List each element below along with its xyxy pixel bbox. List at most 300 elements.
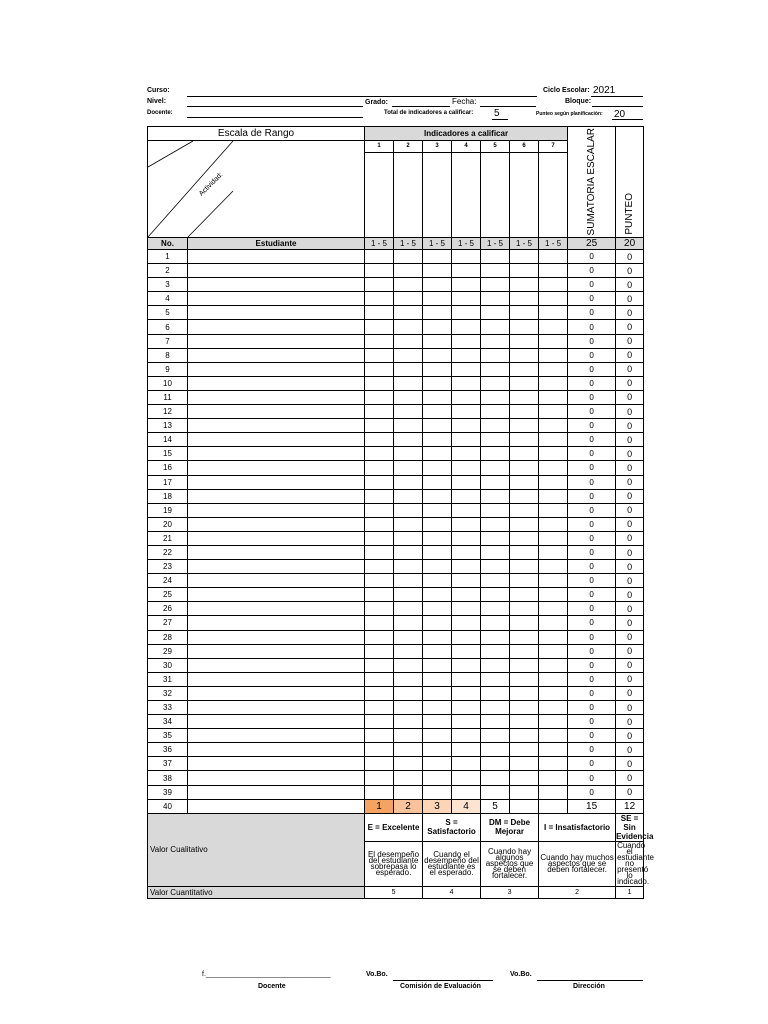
score-cell[interactable] (394, 419, 423, 433)
score-cell[interactable] (481, 701, 510, 715)
score-cell[interactable] (510, 630, 539, 644)
score-cell[interactable] (394, 588, 423, 602)
score-cell[interactable] (481, 278, 510, 292)
score-cell[interactable] (481, 588, 510, 602)
score-cell[interactable] (423, 630, 452, 644)
score-cell[interactable] (365, 729, 394, 743)
fecha-line[interactable] (480, 106, 536, 107)
score-cell[interactable] (452, 644, 481, 658)
score-cell[interactable] (394, 517, 423, 531)
score-cell[interactable] (394, 264, 423, 278)
score-cell[interactable] (481, 447, 510, 461)
score-cell[interactable] (539, 475, 568, 489)
score-cell[interactable] (452, 320, 481, 334)
student-name-cell[interactable] (188, 376, 365, 390)
score-cell[interactable] (423, 433, 452, 447)
student-name-cell[interactable] (188, 278, 365, 292)
score-cell[interactable] (539, 489, 568, 503)
score-cell[interactable] (423, 292, 452, 306)
score-cell[interactable] (394, 785, 423, 799)
score-cell[interactable] (394, 771, 423, 785)
score-cell[interactable] (423, 489, 452, 503)
score-cell[interactable] (539, 320, 568, 334)
score-cell[interactable] (394, 701, 423, 715)
score-cell[interactable] (510, 686, 539, 700)
score-cell[interactable] (423, 545, 452, 559)
score-cell[interactable] (452, 517, 481, 531)
student-name-cell[interactable] (188, 447, 365, 461)
score-cell[interactable] (394, 278, 423, 292)
student-name-cell[interactable] (188, 390, 365, 404)
score-cell[interactable] (365, 433, 394, 447)
score-cell[interactable] (481, 503, 510, 517)
score-cell[interactable] (539, 658, 568, 672)
score-cell[interactable] (510, 644, 539, 658)
score-cell[interactable] (481, 672, 510, 686)
score-cell[interactable] (510, 447, 539, 461)
score-cell[interactable] (394, 503, 423, 517)
student-name-cell[interactable] (188, 701, 365, 715)
score-cell[interactable] (481, 574, 510, 588)
score-cell[interactable] (452, 785, 481, 799)
score-cell[interactable] (510, 672, 539, 686)
student-name-cell[interactable] (188, 531, 365, 545)
student-name-cell[interactable] (188, 264, 365, 278)
score-cell[interactable] (365, 461, 394, 475)
score-cell[interactable] (510, 503, 539, 517)
score-cell[interactable] (423, 419, 452, 433)
score-cell[interactable] (423, 672, 452, 686)
score-cell[interactable] (452, 306, 481, 320)
student-name-cell[interactable] (188, 545, 365, 559)
score-cell[interactable] (481, 644, 510, 658)
score-cell[interactable] (394, 405, 423, 419)
score-cell[interactable] (481, 630, 510, 644)
score-cell[interactable] (394, 390, 423, 404)
score-cell[interactable] (481, 348, 510, 362)
score-cell[interactable] (365, 757, 394, 771)
score-cell[interactable] (394, 475, 423, 489)
score-cell[interactable] (452, 630, 481, 644)
student-name-cell[interactable] (188, 785, 365, 799)
score-cell[interactable] (365, 616, 394, 630)
score-cell[interactable] (452, 574, 481, 588)
score-cell[interactable] (365, 531, 394, 545)
score-cell[interactable] (452, 743, 481, 757)
score-cell[interactable] (510, 376, 539, 390)
vobo-1-line[interactable] (393, 980, 493, 981)
score-cell[interactable] (539, 264, 568, 278)
student-name-cell[interactable] (188, 771, 365, 785)
score-cell[interactable] (539, 376, 568, 390)
score-cell[interactable] (510, 264, 539, 278)
score-cell[interactable] (365, 405, 394, 419)
score-cell[interactable] (423, 560, 452, 574)
score-cell[interactable] (423, 475, 452, 489)
student-name-cell[interactable] (188, 686, 365, 700)
score-cell[interactable] (365, 743, 394, 757)
score-cell[interactable] (452, 686, 481, 700)
score-cell[interactable] (481, 433, 510, 447)
student-name-cell[interactable] (188, 306, 365, 320)
score-cell[interactable] (510, 334, 539, 348)
score-cell[interactable] (452, 348, 481, 362)
score-cell[interactable] (423, 362, 452, 376)
score-cell[interactable] (539, 574, 568, 588)
score-cell[interactable] (510, 574, 539, 588)
score-cell[interactable] (365, 489, 394, 503)
score-cell[interactable] (394, 461, 423, 475)
score-cell[interactable] (452, 461, 481, 475)
score-cell[interactable] (510, 560, 539, 574)
student-name-cell[interactable] (188, 560, 365, 574)
score-cell[interactable] (510, 701, 539, 715)
score-cell[interactable] (394, 250, 423, 264)
score-cell[interactable] (423, 334, 452, 348)
score-cell[interactable] (423, 757, 452, 771)
score-cell[interactable] (539, 672, 568, 686)
score-cell[interactable] (365, 348, 394, 362)
score-cell[interactable] (452, 433, 481, 447)
score-cell[interactable] (423, 785, 452, 799)
score-cell[interactable] (510, 390, 539, 404)
score-cell[interactable] (394, 334, 423, 348)
score-cell[interactable] (365, 517, 394, 531)
score-cell[interactable] (423, 405, 452, 419)
score-cell[interactable] (452, 390, 481, 404)
student-name-cell[interactable] (188, 461, 365, 475)
score-cell[interactable] (452, 278, 481, 292)
score-cell[interactable] (394, 433, 423, 447)
score-cell[interactable] (481, 250, 510, 264)
score-cell[interactable] (423, 531, 452, 545)
score-cell[interactable] (539, 292, 568, 306)
student-name-cell[interactable] (188, 250, 365, 264)
score-cell[interactable] (452, 701, 481, 715)
score-cell[interactable] (481, 362, 510, 376)
score-cell[interactable] (365, 306, 394, 320)
score-cell[interactable] (481, 489, 510, 503)
score-cell[interactable] (481, 376, 510, 390)
score-cell[interactable] (510, 531, 539, 545)
score-cell[interactable] (539, 560, 568, 574)
score-cell[interactable] (510, 362, 539, 376)
score-cell[interactable] (510, 306, 539, 320)
score-cell[interactable] (365, 475, 394, 489)
score-cell[interactable] (423, 743, 452, 757)
score-cell[interactable] (394, 292, 423, 306)
student-name-cell[interactable] (188, 475, 365, 489)
score-cell[interactable] (539, 686, 568, 700)
score-cell[interactable] (423, 390, 452, 404)
score-cell[interactable] (510, 616, 539, 630)
score-cell[interactable] (423, 658, 452, 672)
score-cell[interactable] (423, 574, 452, 588)
score-cell[interactable] (365, 419, 394, 433)
score-cell[interactable] (452, 334, 481, 348)
score-cell[interactable] (539, 461, 568, 475)
score-cell[interactable] (452, 250, 481, 264)
score-cell[interactable] (452, 362, 481, 376)
score-cell[interactable] (539, 757, 568, 771)
score-cell[interactable] (423, 517, 452, 531)
score-cell[interactable] (452, 447, 481, 461)
score-cell[interactable] (539, 729, 568, 743)
score-cell[interactable] (423, 771, 452, 785)
score-cell[interactable] (539, 531, 568, 545)
score-cell[interactable] (365, 545, 394, 559)
score-cell[interactable] (452, 757, 481, 771)
student-name-cell[interactable] (188, 630, 365, 644)
score-cell[interactable] (423, 729, 452, 743)
student-name-cell[interactable] (188, 616, 365, 630)
score-cell[interactable] (394, 757, 423, 771)
score-cell[interactable] (365, 574, 394, 588)
score-cell[interactable] (452, 729, 481, 743)
score-cell[interactable] (365, 644, 394, 658)
score-cell[interactable] (481, 743, 510, 757)
score-cell[interactable] (394, 602, 423, 616)
score-cell[interactable] (481, 686, 510, 700)
score-cell[interactable] (539, 447, 568, 461)
score-cell[interactable] (481, 771, 510, 785)
score-cell[interactable] (423, 644, 452, 658)
score-cell[interactable] (394, 743, 423, 757)
score-cell[interactable] (539, 545, 568, 559)
docente-line[interactable] (187, 117, 363, 118)
score-cell[interactable] (452, 602, 481, 616)
score-cell[interactable] (481, 616, 510, 630)
score-cell[interactable] (452, 715, 481, 729)
score-cell[interactable] (452, 419, 481, 433)
score-cell[interactable] (365, 503, 394, 517)
score-cell[interactable] (510, 771, 539, 785)
score-cell[interactable] (394, 630, 423, 644)
score-cell[interactable] (539, 278, 568, 292)
score-cell[interactable] (481, 461, 510, 475)
score-cell[interactable] (394, 715, 423, 729)
student-name-cell[interactable] (188, 292, 365, 306)
score-cell[interactable] (365, 715, 394, 729)
score-cell[interactable] (394, 616, 423, 630)
score-cell[interactable] (394, 306, 423, 320)
score-cell[interactable] (423, 588, 452, 602)
score-cell[interactable] (481, 560, 510, 574)
student-name-cell[interactable] (188, 757, 365, 771)
score-cell[interactable] (539, 616, 568, 630)
score-cell[interactable] (481, 419, 510, 433)
score-cell[interactable] (365, 447, 394, 461)
score-cell[interactable] (423, 447, 452, 461)
student-name-cell[interactable] (188, 799, 365, 813)
score-cell[interactable] (510, 588, 539, 602)
student-name-cell[interactable] (188, 320, 365, 334)
score-cell[interactable] (539, 785, 568, 799)
score-cell[interactable] (423, 715, 452, 729)
score-cell[interactable] (481, 729, 510, 743)
score-cell[interactable] (365, 560, 394, 574)
score-cell[interactable] (452, 545, 481, 559)
student-name-cell[interactable] (188, 743, 365, 757)
score-cell[interactable] (481, 306, 510, 320)
score-cell[interactable] (452, 503, 481, 517)
score-cell[interactable] (539, 503, 568, 517)
score-cell[interactable] (510, 743, 539, 757)
score-cell[interactable] (452, 588, 481, 602)
score-cell[interactable] (539, 701, 568, 715)
bloque-line[interactable] (592, 106, 643, 107)
score-cell[interactable] (539, 405, 568, 419)
score-cell[interactable] (423, 306, 452, 320)
score-cell[interactable] (365, 278, 394, 292)
score-cell[interactable] (452, 658, 481, 672)
score-cell[interactable] (539, 644, 568, 658)
score-cell[interactable] (510, 729, 539, 743)
score-cell[interactable] (365, 602, 394, 616)
score-cell[interactable] (365, 334, 394, 348)
score-cell[interactable] (481, 531, 510, 545)
vobo-2-line[interactable] (537, 980, 643, 981)
score-cell[interactable] (452, 264, 481, 278)
nivel-line[interactable] (187, 106, 363, 107)
score-cell[interactable] (539, 306, 568, 320)
grado-line[interactable] (392, 106, 450, 107)
score-cell[interactable] (452, 560, 481, 574)
score-cell[interactable] (394, 447, 423, 461)
score-cell[interactable] (394, 574, 423, 588)
score-cell[interactable] (510, 517, 539, 531)
student-name-cell[interactable] (188, 503, 365, 517)
score-cell[interactable] (539, 602, 568, 616)
score-cell[interactable] (510, 433, 539, 447)
score-cell[interactable] (452, 376, 481, 390)
student-name-cell[interactable] (188, 715, 365, 729)
score-cell[interactable] (510, 715, 539, 729)
student-name-cell[interactable] (188, 574, 365, 588)
score-cell[interactable] (481, 320, 510, 334)
score-cell[interactable] (365, 630, 394, 644)
score-cell[interactable] (365, 686, 394, 700)
score-cell[interactable] (394, 489, 423, 503)
score-cell[interactable] (394, 320, 423, 334)
student-name-cell[interactable] (188, 517, 365, 531)
student-name-cell[interactable] (188, 588, 365, 602)
score-cell[interactable] (510, 785, 539, 799)
score-cell[interactable] (539, 799, 568, 813)
score-cell[interactable] (452, 292, 481, 306)
score-cell[interactable] (423, 701, 452, 715)
score-cell[interactable] (510, 489, 539, 503)
score-cell[interactable] (539, 771, 568, 785)
score-cell[interactable] (510, 348, 539, 362)
score-cell[interactable] (539, 630, 568, 644)
score-cell[interactable] (452, 531, 481, 545)
score-cell[interactable] (394, 560, 423, 574)
score-cell[interactable] (539, 362, 568, 376)
score-cell[interactable] (539, 334, 568, 348)
student-name-cell[interactable] (188, 362, 365, 376)
student-name-cell[interactable] (188, 602, 365, 616)
score-cell[interactable] (423, 503, 452, 517)
score-cell[interactable] (423, 250, 452, 264)
score-cell[interactable] (423, 348, 452, 362)
score-cell[interactable] (510, 461, 539, 475)
score-cell[interactable] (365, 376, 394, 390)
score-cell[interactable] (510, 250, 539, 264)
score-cell[interactable] (365, 701, 394, 715)
student-name-cell[interactable] (188, 729, 365, 743)
score-cell[interactable] (510, 475, 539, 489)
score-cell[interactable] (510, 799, 539, 813)
score-cell[interactable] (365, 588, 394, 602)
score-cell[interactable] (481, 785, 510, 799)
score-cell[interactable] (365, 658, 394, 672)
score-cell[interactable] (365, 785, 394, 799)
score-cell[interactable] (510, 278, 539, 292)
score-cell[interactable] (481, 405, 510, 419)
score-cell[interactable] (510, 292, 539, 306)
score-cell[interactable] (539, 390, 568, 404)
score-cell[interactable] (394, 644, 423, 658)
score-cell[interactable] (481, 292, 510, 306)
score-cell[interactable] (423, 461, 452, 475)
score-cell[interactable] (394, 686, 423, 700)
score-cell[interactable] (539, 743, 568, 757)
score-cell[interactable] (481, 475, 510, 489)
curso-line[interactable] (187, 96, 537, 97)
score-cell[interactable] (365, 362, 394, 376)
score-cell[interactable] (481, 715, 510, 729)
score-cell[interactable] (452, 475, 481, 489)
student-name-cell[interactable] (188, 405, 365, 419)
score-cell[interactable] (539, 517, 568, 531)
score-cell[interactable] (539, 715, 568, 729)
student-name-cell[interactable] (188, 334, 365, 348)
score-cell[interactable] (365, 771, 394, 785)
score-cell[interactable] (510, 405, 539, 419)
student-name-cell[interactable] (188, 489, 365, 503)
score-cell[interactable] (365, 264, 394, 278)
score-cell[interactable] (481, 390, 510, 404)
score-cell[interactable] (481, 517, 510, 531)
score-cell[interactable] (510, 757, 539, 771)
score-cell[interactable] (365, 250, 394, 264)
score-cell[interactable] (539, 250, 568, 264)
score-cell[interactable] (365, 320, 394, 334)
score-cell[interactable] (481, 602, 510, 616)
score-cell[interactable] (510, 602, 539, 616)
score-cell[interactable] (510, 545, 539, 559)
student-name-cell[interactable] (188, 672, 365, 686)
score-cell[interactable] (481, 334, 510, 348)
student-name-cell[interactable] (188, 433, 365, 447)
score-cell[interactable] (394, 348, 423, 362)
score-cell[interactable] (481, 658, 510, 672)
score-cell[interactable] (365, 672, 394, 686)
score-cell[interactable] (394, 672, 423, 686)
score-cell[interactable] (423, 616, 452, 630)
score-cell[interactable] (365, 292, 394, 306)
score-cell[interactable] (365, 390, 394, 404)
score-cell[interactable] (423, 686, 452, 700)
score-cell[interactable] (423, 376, 452, 390)
score-cell[interactable] (423, 264, 452, 278)
student-name-cell[interactable] (188, 644, 365, 658)
score-cell[interactable] (394, 376, 423, 390)
score-cell[interactable] (539, 348, 568, 362)
score-cell[interactable] (423, 602, 452, 616)
score-cell[interactable] (452, 489, 481, 503)
